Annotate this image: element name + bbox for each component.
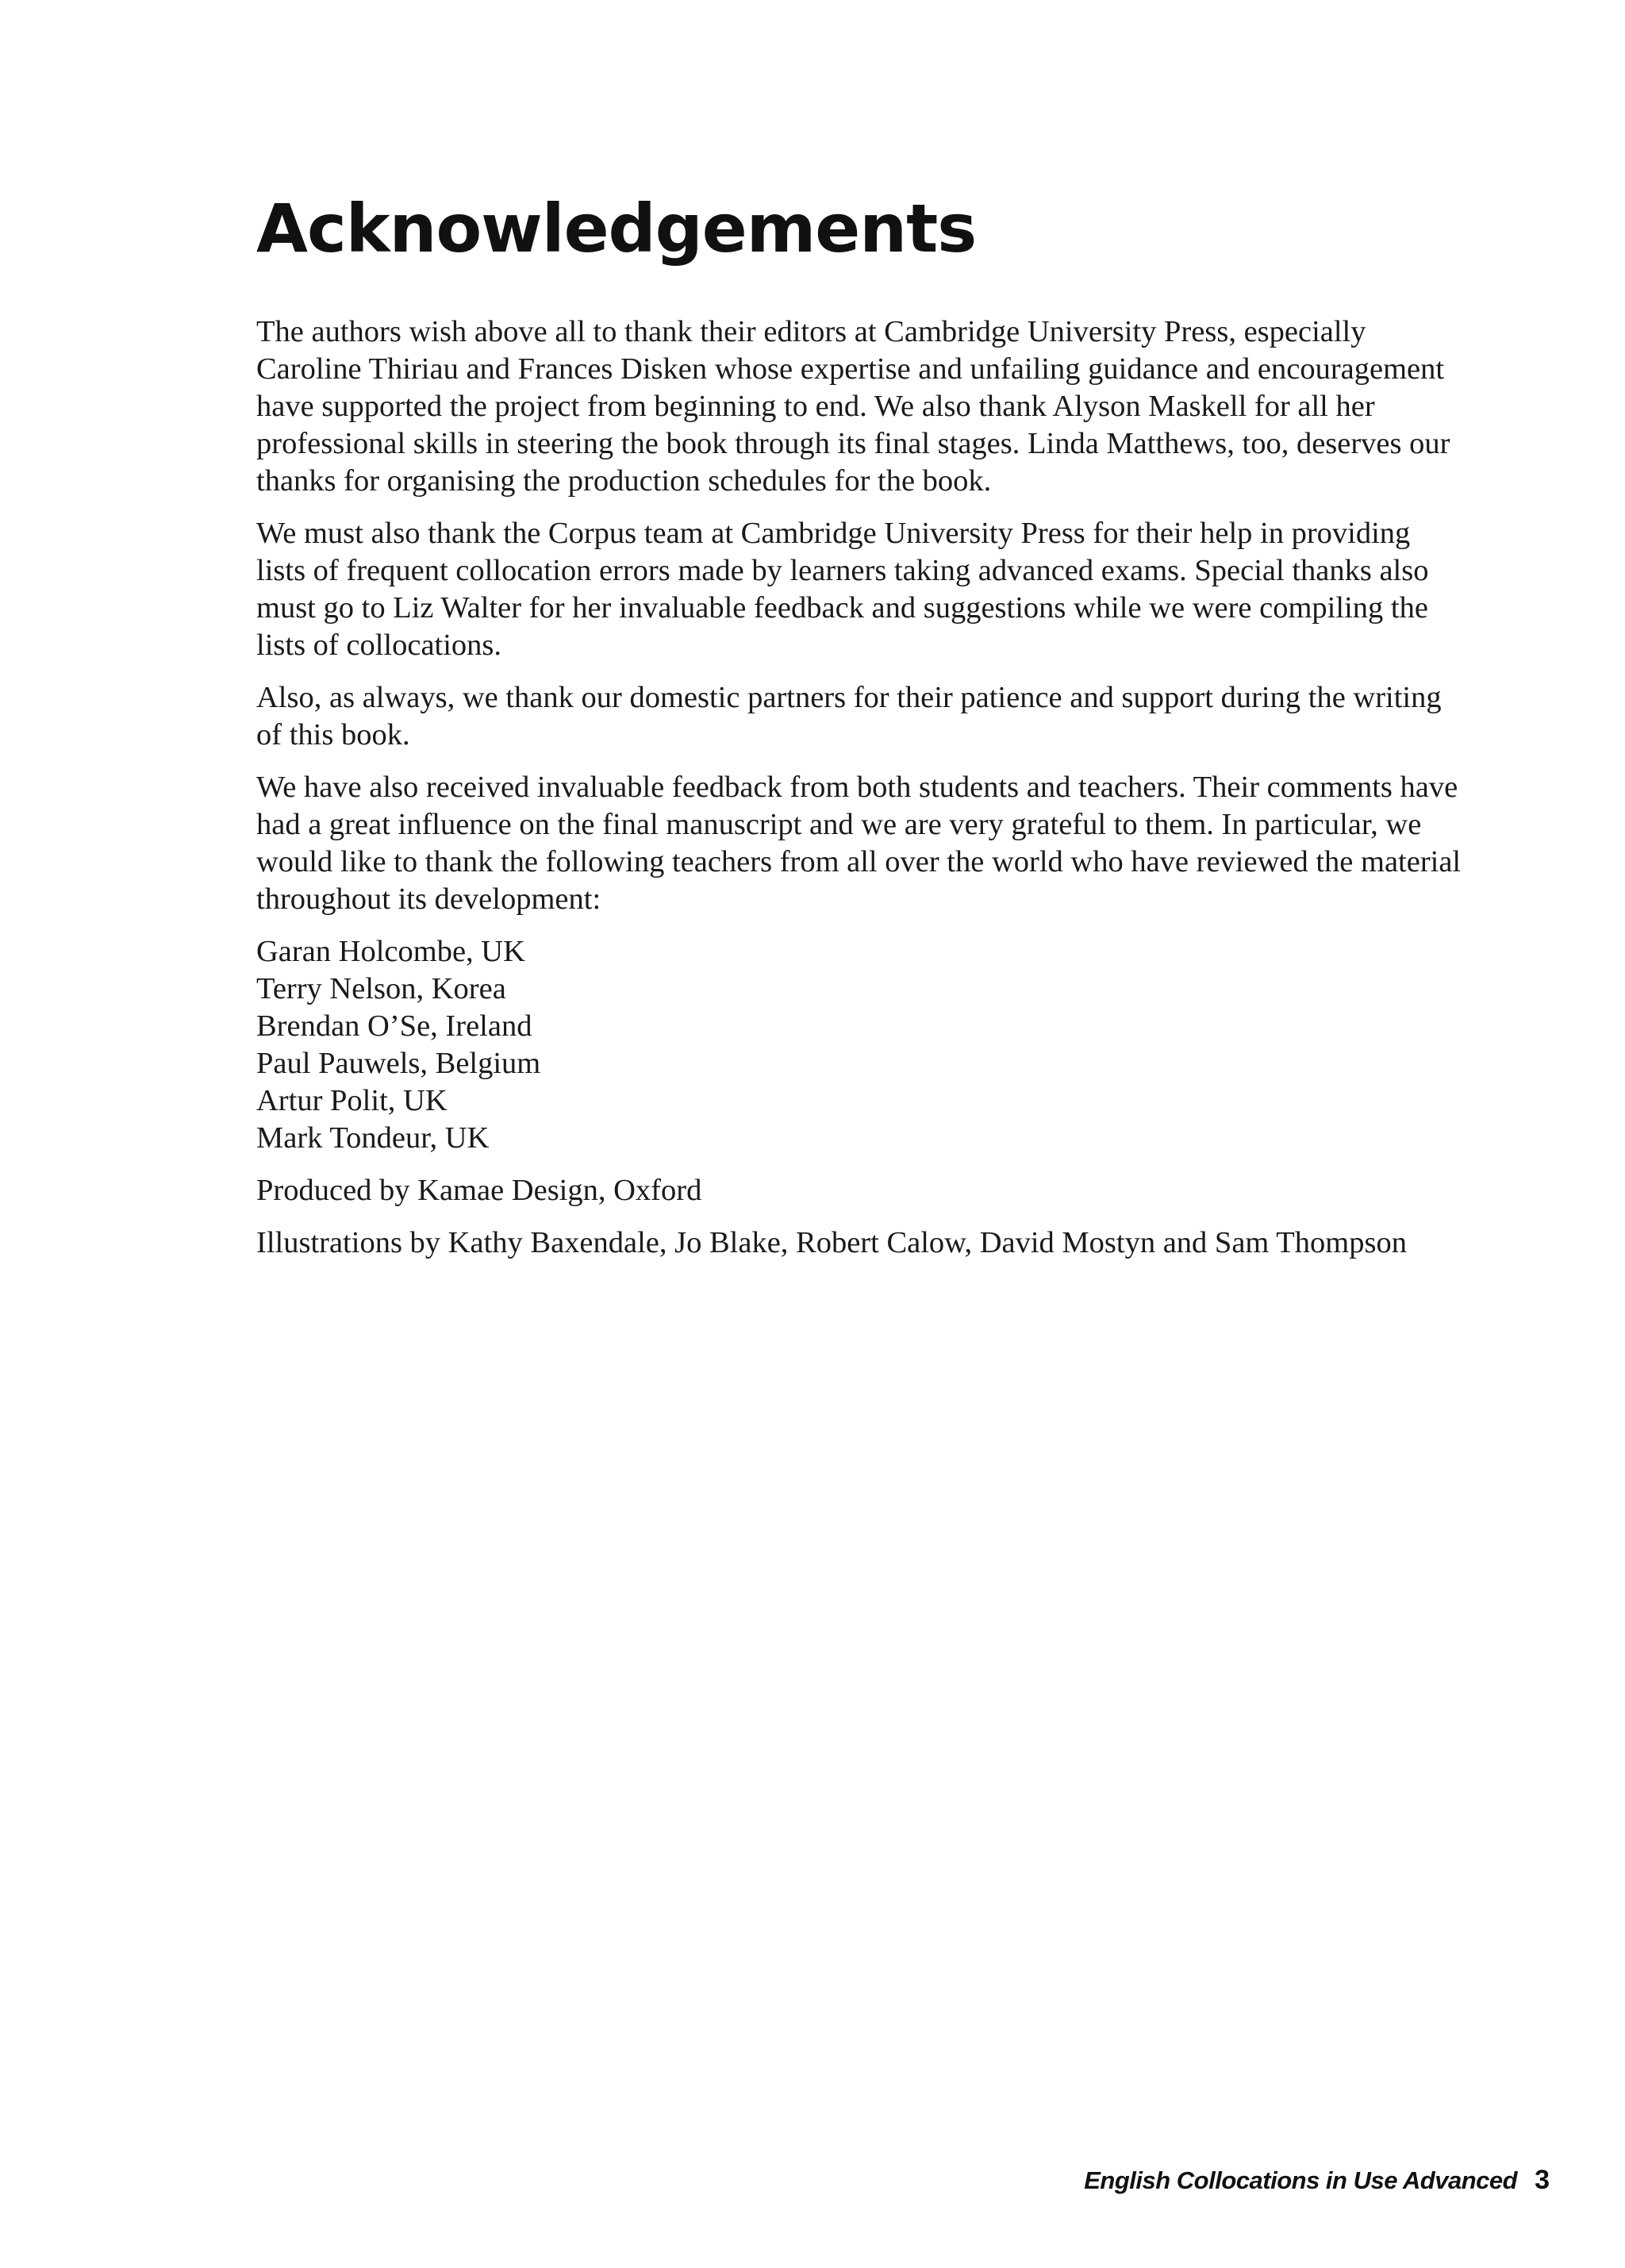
paragraph-feedback: We have also received invaluable feedback from both students and teachers. Their comments have had a great influence on the final manuscript and we are very grateful to them. In particular, we would like to thank the following teachers from all over the world who have reviewed the material throughout its development: (256, 771, 1462, 916)
page-footer (1084, 2165, 1550, 2196)
illustrations-credit: Illustrations by Kathy Baxendale, Jo Blake, Robert Calow, David Mostyn and Sam Thompson (256, 1226, 1407, 1259)
reviewer-item: Paul Pauwels, Belgium (256, 1047, 541, 1080)
paragraph-domestic-partners: Also, as always, we thank our domestic partners for their patience and support during the writing of this book. (256, 681, 1442, 752)
production-credit: Produced by Kamae Design, Oxford (256, 1174, 702, 1207)
page-title: Acknowledgements (256, 190, 977, 267)
reviewer-item: Terry Nelson, Korea (256, 972, 506, 1005)
paragraph-editors: The authors wish above all to thank their editors at Cambridge University Press, especially Caroline Thiriau and Frances Disken whose expertise and unfailing guidance and encouragement have supported the project from beginning to end. We also thank Alyson Maskell for all her professional skills in steering the book through its final stages. Linda Matthews, too, deserves our thanks for organising the production schedules for the book. (256, 315, 1450, 498)
reviewer-item: Mark Tondeur, UK (256, 1121, 490, 1155)
page-number: 3 (1535, 2165, 1550, 2195)
footer-book-title: English Collocations in Use Advanced (1084, 2166, 1518, 2194)
reviewer-item: Artur Polit, UK (256, 1084, 448, 1117)
acknowledgements-body (256, 313, 1462, 1277)
paragraph-corpus-team: We must also thank the Corpus team at Cambridge University Press for their help in providing lists of frequent collocation errors made by learners taking advanced exams. Special thanks also must go to Liz Walter for her invaluable feedback and suggestions while we were compiling the lists of collocations. (256, 517, 1429, 662)
reviewer-list (256, 933, 1462, 1157)
reviewer-item: Brendan O’Se, Ireland (256, 1009, 532, 1043)
reviewer-item: Garan Holcombe, UK (256, 935, 525, 968)
